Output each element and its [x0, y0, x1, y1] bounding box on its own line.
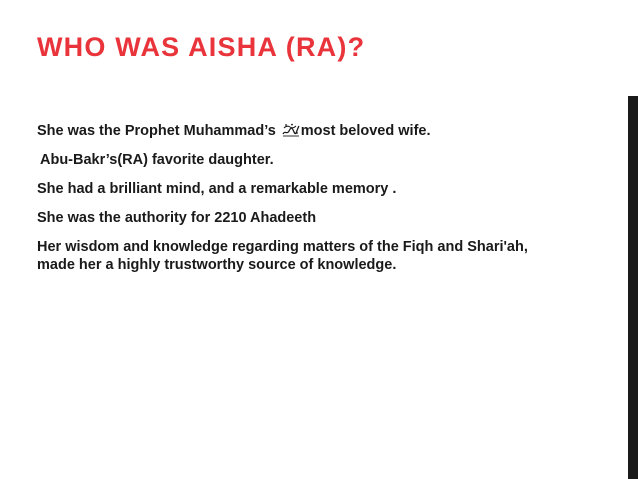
pbuh-calligraphy-icon — [282, 123, 300, 137]
side-accent-bar — [628, 96, 638, 479]
bullet-1-text-start: She was the Prophet Muhammad’s — [37, 123, 276, 139]
slide-title: WHO WAS AISHA (RA)? — [37, 32, 366, 62]
bullet-1-text-end: most beloved wife. — [300, 123, 431, 139]
bullet-3: She had a brilliant mind, and a remarkable memory . — [37, 181, 397, 197]
bullet-1 — [37, 122, 557, 140]
bullet-5: Her wisdom and knowledge regarding matters of the Fiqh and Shari'ah, made her a highly trustworthy source of knowledge. — [37, 239, 528, 273]
bullet-4: She was the authority for 2210 Ahadeeth — [37, 210, 317, 226]
bullet-2: Abu-Bakr’s(RA) favorite daughter. — [40, 152, 274, 168]
slide-body — [37, 122, 557, 285]
